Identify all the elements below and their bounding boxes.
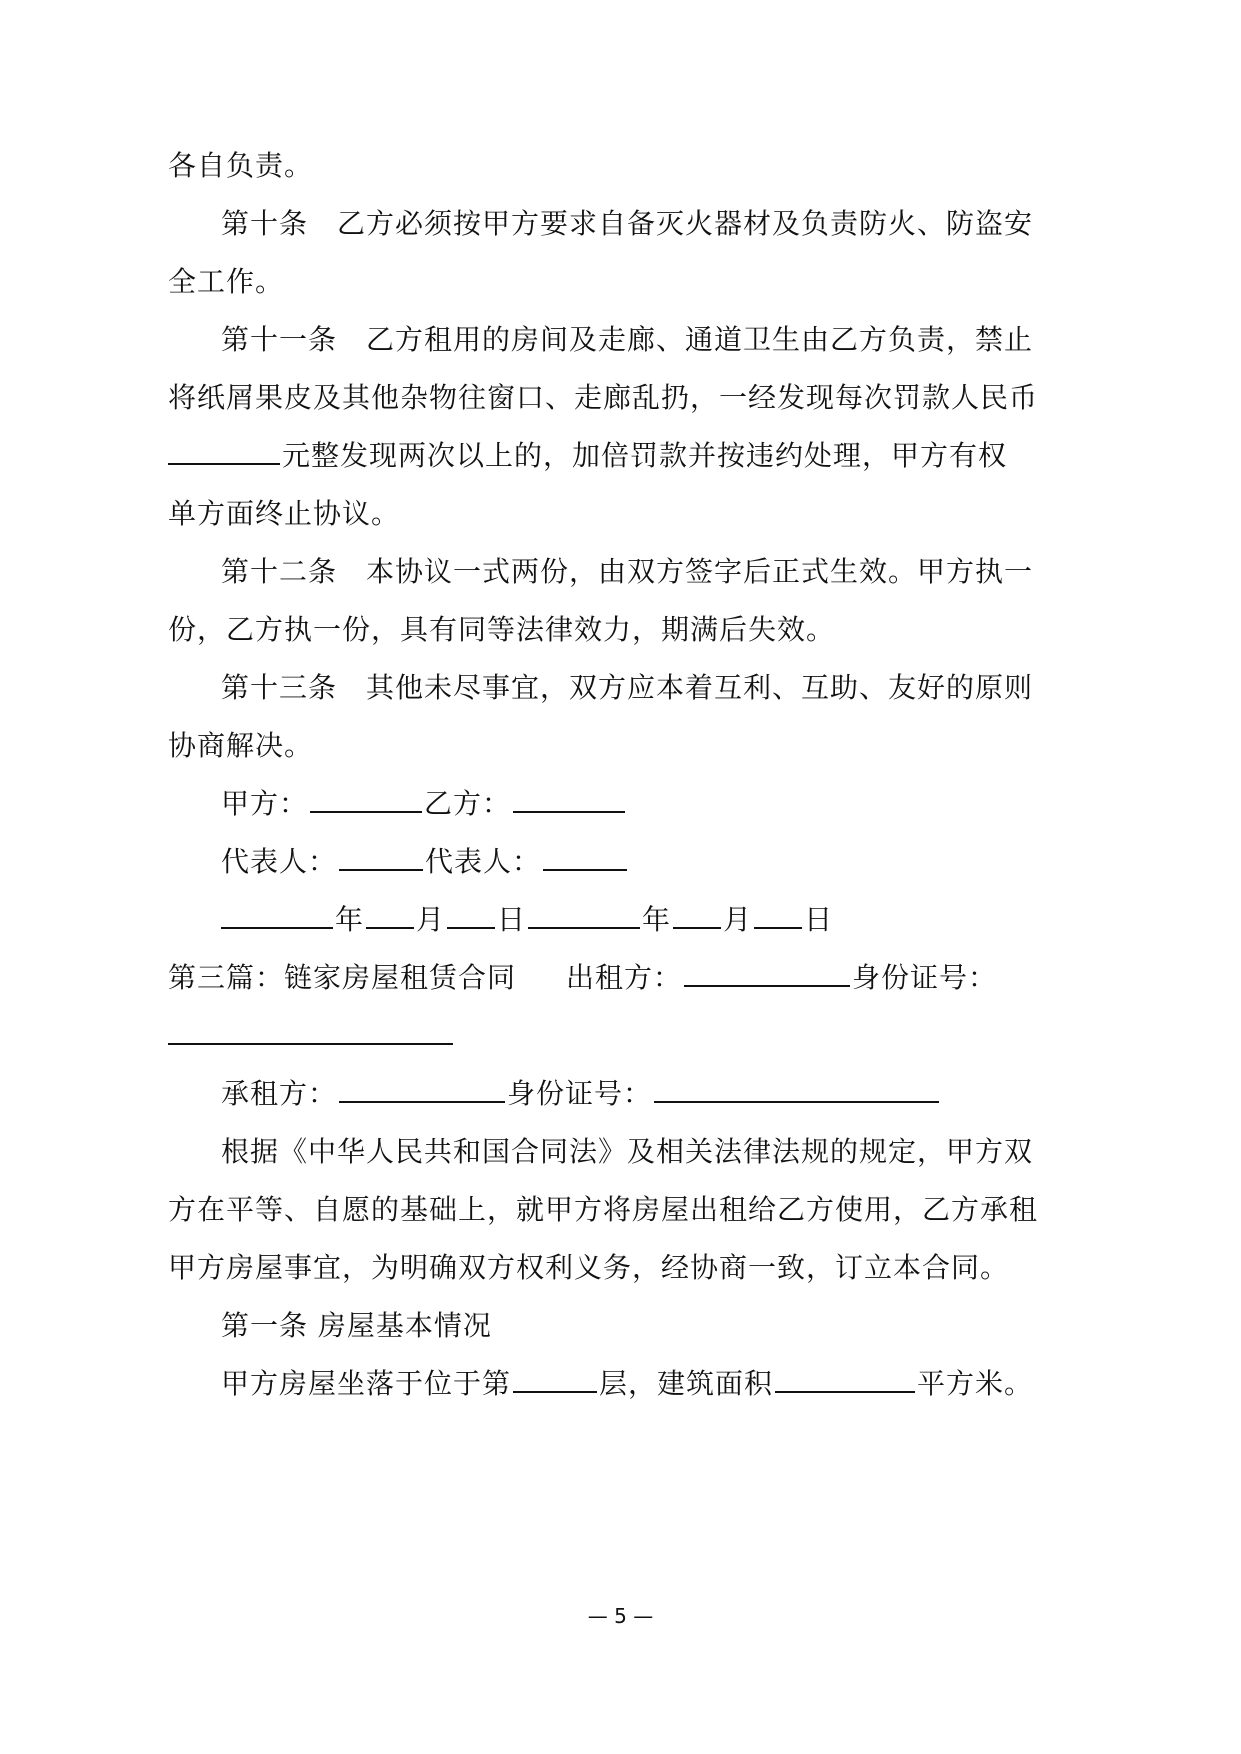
lessor-label: 出租方：	[566, 961, 683, 994]
year-blank[interactable]	[221, 901, 333, 929]
lessor-blank[interactable]	[684, 959, 850, 987]
party-b-label: 乙方：	[424, 787, 512, 820]
text-line: 各自负责。	[168, 149, 314, 182]
month-label: 月	[723, 903, 753, 936]
text-segment: 层，建筑面积	[599, 1367, 774, 1400]
lessee-line	[221, 1074, 941, 1114]
date-line	[221, 900, 833, 940]
rep-a-label: 代表人：	[221, 845, 338, 878]
day-label: 日	[497, 903, 527, 936]
part-three-title: 第三篇：链家房屋租赁合同	[168, 961, 517, 994]
party-a-blank[interactable]	[310, 785, 422, 813]
area-blank[interactable]	[775, 1365, 915, 1393]
lessor-id-line	[168, 1016, 455, 1056]
part-three-heading-line	[168, 958, 997, 998]
month-blank[interactable]	[673, 901, 721, 929]
fine-amount-blank[interactable]	[168, 437, 280, 465]
year-blank[interactable]	[528, 901, 640, 929]
lessee-id-blank[interactable]	[654, 1075, 939, 1103]
floor-blank[interactable]	[513, 1365, 597, 1393]
rep-b-blank[interactable]	[543, 843, 627, 871]
day-blank[interactable]	[447, 901, 495, 929]
party-b-blank[interactable]	[513, 785, 625, 813]
day-blank[interactable]	[754, 901, 802, 929]
text-line: 将纸屑果皮及其他杂物往窗口、走廊乱扔，一经发现每次罚款人民币	[168, 381, 1039, 414]
article-1-heading: 第一条 房屋基本情况	[221, 1309, 492, 1342]
article-13-line: 第十三条 其他未尽事宜，双方应本着互利、互助、友好的原则	[221, 671, 1034, 704]
text-line: 份，乙方执一份，具有同等法律效力，期满后失效。	[168, 613, 836, 646]
year-label: 年	[642, 903, 672, 936]
day-label: 日	[804, 903, 834, 936]
text-line: 甲方房屋事宜，为明确双方权利义务，经协商一致，订立本合同。	[168, 1251, 1010, 1284]
text-line: 单方面终止协议。	[168, 497, 401, 530]
page-number: — 5 —	[587, 1604, 654, 1628]
article-11-line: 第十一条 乙方租用的房间及走廊、通道卫生由乙方负责，禁止	[221, 323, 1034, 356]
text-line: 方在平等、自愿的基础上，就甲方将房屋出租给乙方使用，乙方承租	[168, 1193, 1039, 1226]
text-line	[168, 436, 1007, 476]
lessor-id-label: 身份证号：	[852, 961, 998, 994]
text-segment: 甲方房屋坐落于位于第	[221, 1367, 512, 1400]
article-10-line: 第十条 乙方必须按甲方要求自备灭火器材及负责防火、防盗安	[221, 207, 1034, 240]
article-12-line: 第十二条 本协议一式两份，由双方签字后正式生效。甲方执一	[221, 555, 1034, 588]
house-info-line	[221, 1364, 1033, 1404]
lessee-label: 承租方：	[221, 1077, 338, 1110]
preamble-line: 根据《中华人民共和国合同法》及相关法律法规的规定，甲方双	[221, 1135, 1034, 1168]
text-segment: 元整发现两次以上的，加倍罚款并按违约处理，甲方有权	[282, 439, 1008, 472]
rep-b-label: 代表人：	[425, 845, 542, 878]
party-a-label: 甲方：	[221, 787, 309, 820]
text-line: 协商解决。	[168, 729, 314, 762]
lessee-blank[interactable]	[339, 1075, 505, 1103]
text-line: 全工作。	[168, 265, 285, 298]
lessee-id-label: 身份证号：	[507, 1077, 653, 1110]
year-label: 年	[335, 903, 365, 936]
signature-line	[221, 784, 627, 824]
month-label: 月	[416, 903, 446, 936]
text-segment: 平方米。	[917, 1367, 1034, 1400]
lessor-id-blank[interactable]	[168, 1017, 453, 1045]
month-blank[interactable]	[366, 901, 414, 929]
representative-line	[221, 842, 629, 882]
rep-a-blank[interactable]	[339, 843, 423, 871]
